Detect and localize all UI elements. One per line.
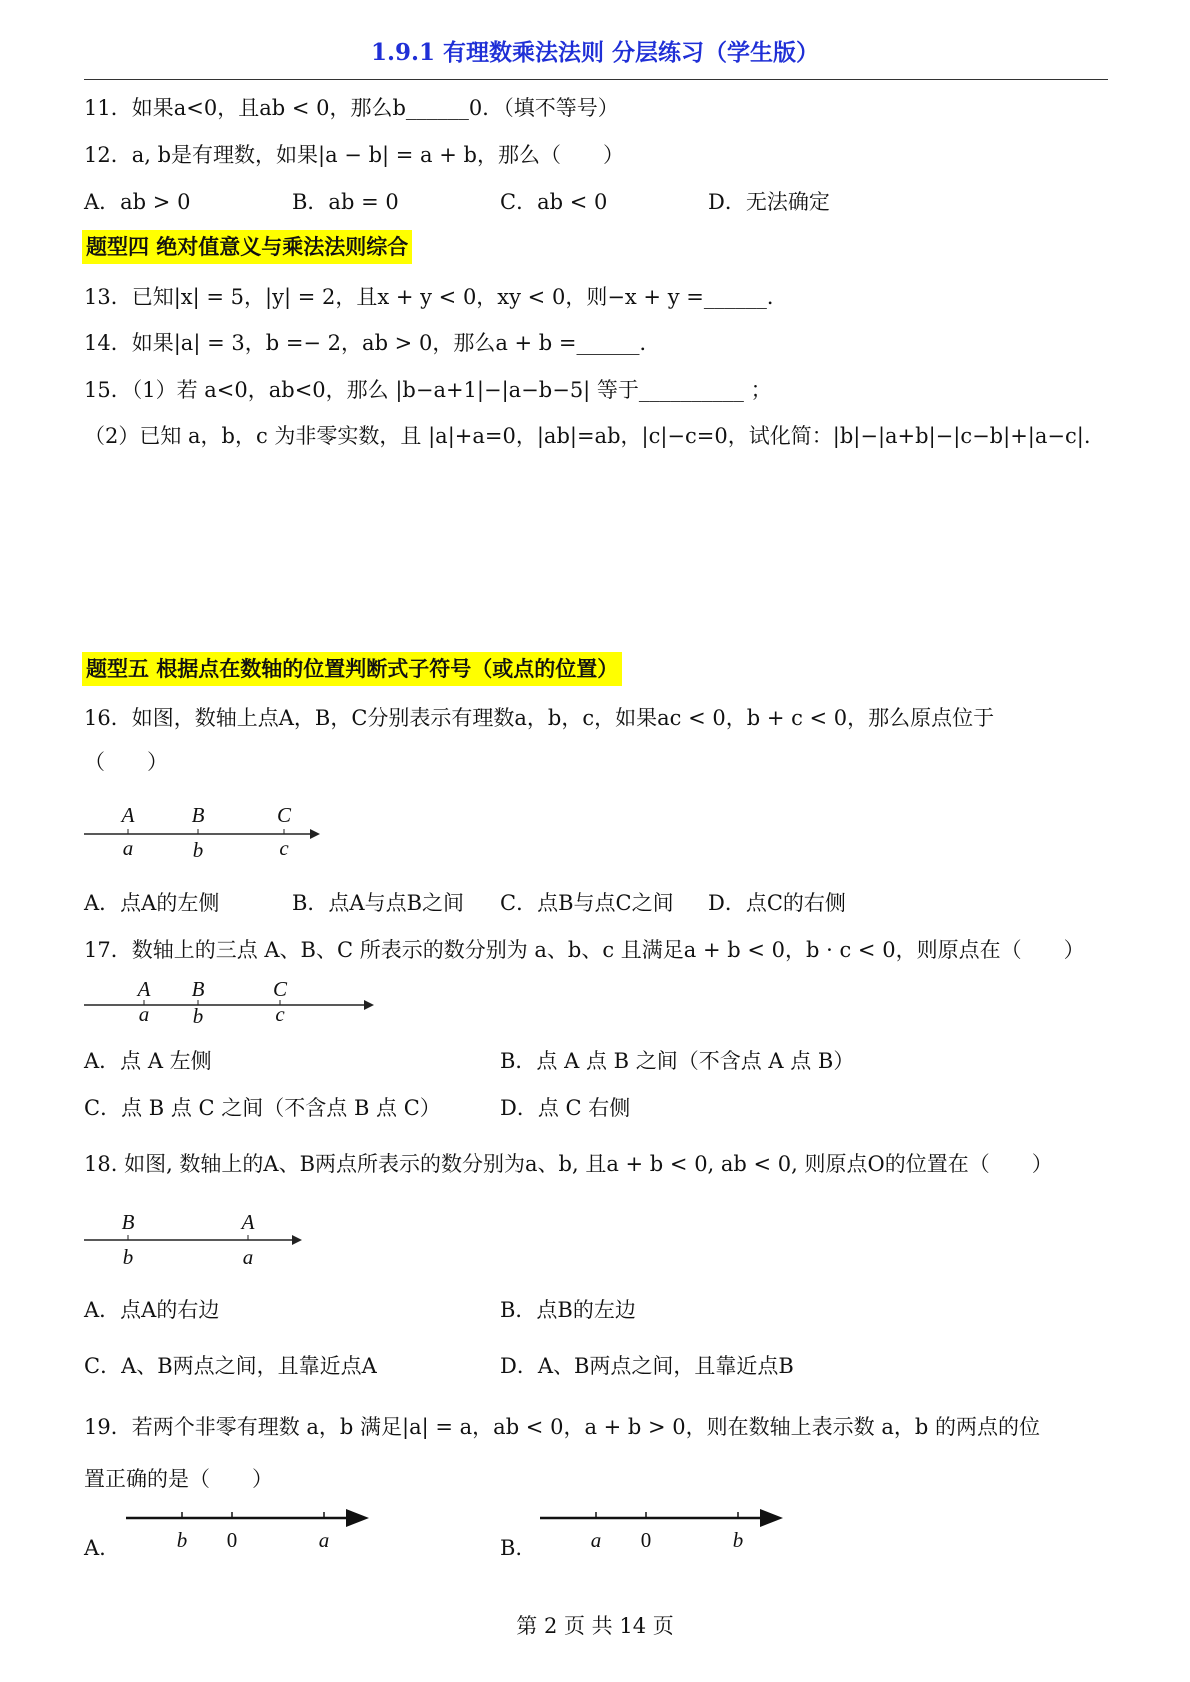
- q19-option-b-number-line: [538, 1502, 788, 1557]
- q19a-arrow: [346, 1509, 369, 1527]
- q17-label-A: A: [137, 977, 151, 1001]
- question-15-part-2: （2）已知 a，b，c 为非零实数，且 |a|+a=0，|ab|=ab，|c|−c=0，试化简：|b|−|a+b|−|c−b|+|a−c|.: [84, 424, 1091, 448]
- question-12: 12．a, b是有理数，如果|a − b| = a + b，那么（ ）: [84, 143, 624, 167]
- q17-label-C: C: [272, 977, 288, 1001]
- question-14: 14．如果|a| = 3，b =− 2，ab > 0，那么a + b =______．: [84, 331, 661, 355]
- q17-option-a: A．点 A 左侧: [84, 1049, 212, 1073]
- page-footer: 第 2 页 共 14 页: [516, 1614, 674, 1638]
- q18-option-c: C．A、B两点之间，且靠近点A: [84, 1354, 377, 1378]
- q18-label-b: b: [122, 1245, 134, 1269]
- q18-option-b: B．点B的左边: [500, 1298, 636, 1322]
- q16-option-c: C．点B与点C之间: [500, 891, 674, 915]
- q16-option-a: A．点A的左侧: [84, 891, 220, 915]
- q18-label-B: B: [121, 1210, 135, 1234]
- q16-arrow: [310, 829, 320, 839]
- question-17: 17．数轴上的三点 A、B、C 所表示的数分别为 a、b、c 且满足a + b < 0，b · c < 0，则原点在（ ）: [84, 938, 1085, 962]
- q12-option-a: A．ab > 0: [84, 190, 191, 214]
- q18-arrow: [292, 1235, 302, 1245]
- q16-label-a: a: [122, 836, 134, 860]
- section-4-heading: 题型四 绝对值意义与乘法法则综合: [82, 230, 412, 264]
- question-13: 13．已知|x| = 5，|y| = 2，且x + y < 0，xy < 0，则−x + y =______．: [84, 285, 788, 309]
- q19a-label-a: a: [318, 1528, 330, 1552]
- q19b-label-0: 0: [640, 1528, 652, 1552]
- question-11: 11．如果a<0，且ab < 0，那么b______0．（填不等号）: [84, 96, 619, 120]
- q18-option-a: A．点A的右边: [84, 1298, 220, 1322]
- q17-label-B: B: [191, 977, 205, 1001]
- question-18: 18. 如图, 数轴上的A、B两点所表示的数分别为a、b, 且a + b < 0, ab < 0, 则原点O的位置在（ ）: [84, 1152, 1053, 1176]
- q17-option-d: D．点 C 右侧: [500, 1096, 631, 1120]
- q16-label-A: A: [121, 803, 135, 827]
- q19b-label-a: a: [590, 1528, 602, 1552]
- q19b-label-b: b: [732, 1528, 744, 1552]
- q18-label-A: A: [241, 1210, 255, 1234]
- q17-label-c: c: [275, 1002, 285, 1026]
- q17-option-b: B．点 A 点 B 之间（不含点 A 点 B）: [500, 1049, 855, 1073]
- header-rule: [84, 79, 1108, 80]
- q19-option-b-letter: B.: [500, 1536, 523, 1560]
- q12-option-b: B．ab = 0: [292, 190, 399, 214]
- q16-number-line: [84, 800, 324, 860]
- question-16: 16．如图，数轴上点A，B，C分别表示有理数a，b，c，如果ac < 0，b + c < 0，那么原点位于: [84, 706, 995, 730]
- q16-label-C: C: [276, 803, 292, 827]
- question-16-paren: （ ）: [84, 750, 168, 774]
- q19-option-a-number-line: [124, 1502, 374, 1557]
- q16-label-b: b: [192, 838, 204, 862]
- q18-number-line: [84, 1208, 314, 1270]
- question-19-line-2: 置正确的是（ ）: [84, 1467, 273, 1491]
- q17-number-line: [84, 976, 384, 1026]
- q16-label-B: B: [191, 803, 205, 827]
- question-15-part-1: 15．（1）若 a<0，ab<0，那么 |b−a+1|−|a−b−5| 等于__________ ；: [84, 378, 772, 402]
- q19b-arrow: [760, 1509, 783, 1527]
- q18-option-d: D．A、B两点之间，且靠近点B: [500, 1354, 794, 1378]
- q16-option-d: D．点C的右侧: [708, 891, 846, 915]
- q19a-label-b: b: [176, 1528, 188, 1552]
- question-19-line-1: 19．若两个非零有理数 a，b 满足|a| = a，ab < 0，a + b > 0，则在数轴上表示数 a，b 的两点的位: [84, 1415, 1040, 1439]
- q18-label-a: a: [242, 1245, 254, 1269]
- q16-label-c: c: [279, 836, 289, 860]
- q17-arrow: [364, 1000, 374, 1010]
- q12-option-c: C．ab < 0: [500, 190, 608, 214]
- q17-label-b: b: [192, 1004, 204, 1028]
- q19a-label-0: 0: [226, 1528, 238, 1552]
- q17-label-a: a: [138, 1002, 150, 1026]
- q16-option-b: B．点A与点B之间: [292, 891, 465, 915]
- q12-option-d: D．无法确定: [708, 190, 830, 214]
- q19-option-a-letter: A.: [84, 1536, 106, 1560]
- q17-option-c: C．点 B 点 C 之间（不含点 B 点 C）: [84, 1096, 441, 1120]
- section-5-heading: 题型五 根据点在数轴的位置判断式子符号（或点的位置）: [82, 652, 622, 686]
- page-title: 1.9.1 有理数乘法法则 分层练习（学生版）: [370, 39, 820, 66]
